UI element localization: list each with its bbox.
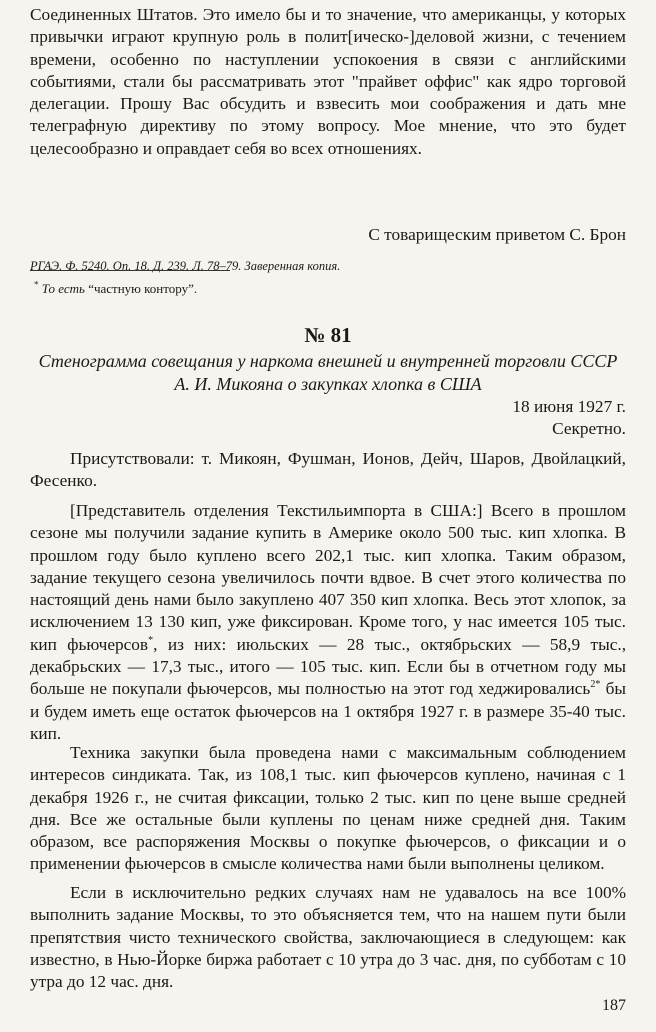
closing-paragraph — [30, 882, 626, 993]
technique-text: Техника закупки была проведена нами с максимальным соблюдением интересов синдиката. Так, из 108,1 тыс. кип фьючерсов куплено, начиная с 1 декабря 1926 г., не считая фиксации, только 2 тыс. кип по цене выше средней дня. Все же остальные были куплены по ценам ниже средней дня. Таким образом, все распоряжения Москвы о покупке фьючерсов, о фиксации и о применении фьючерсов в смысле количества нами были выполнены целиком. — [30, 743, 626, 874]
representative-text-part1: [Представитель отделения Текстильимпорта в США:] Всего в прошлом сезоне мы получили задание купить в Америке около 500 тыс. кип хлопка. В прошлом году было куплено всего 202,1 тыс. кип хлопка. Таким образом, задание текущего сезона увеличилось почти вдвое. В счет этого количества по настоящий день нами было закуплено 407 350 кип хлопка. Весь этот хлопок, за исключением 13 130 кип, уже фиксирован. Кроме того, у нас имеется 105 тыс. кип фьючерсов — [30, 501, 626, 654]
footnote-marker: * — [34, 279, 39, 290]
continuation-text: Соединенных Штатов. Это имело бы и то значение, что американцы, у которых привычки играют крупную роль в полит[ическо-]деловой жизни, с течением времени, особенно по наступлении успокоения в связи с английскими событиями, стали бы рассматривать этот "прайвет оффис" как ядро торговой делегации. Прошу Вас обсудить и взвесить мои соображения и дать мне телеграфную директиву по этому вопросу. Мое мнение, что это будет целесообразно и оправдает себя во всех отношениях. — [30, 5, 626, 158]
representative-text-part3: бы и будем иметь еще остаток фьючерсов на 1 октября 1927 г. в размере 35-40 тыс. кип. — [30, 679, 626, 743]
archive-source-note: РГАЭ. Ф. 5240. Оп. 18. Д. 239. Л. 78–79. Заверенная копия. — [30, 259, 341, 273]
continuation-paragraph — [30, 4, 626, 160]
representative-paragraph — [30, 500, 626, 745]
technique-paragraph — [30, 742, 626, 876]
representative-text — [30, 500, 626, 745]
footnote-text: “частную контору”. — [88, 281, 198, 296]
document-classification: Секретно. — [552, 419, 626, 438]
attendees-text: Присутствовали: т. Микоян, Фушман, Ионов, Дейч, Шаров, Двойлацкий, Фесенко. — [30, 449, 626, 491]
footnote-ref-2: 2* — [590, 679, 601, 691]
footnote — [34, 280, 197, 297]
footnote-divider — [30, 270, 230, 271]
document-number: № 81 — [304, 323, 352, 347]
signature: С товарищеским приветом С. Брон — [368, 225, 626, 244]
representative-text-part2: , из них: июльских — 28 тыс., октябрьских — 58,9 тыс., декабрьских — 17,3 тыс., итого — 105 тыс. кип. Если бы в отчетном году мы больше не покупали фьючерсов, мы полностью на этот год хеджировались — [30, 634, 627, 699]
document-date: 18 июня 1927 г. — [512, 397, 626, 416]
footnote-ref-1: * — [148, 635, 154, 647]
footnote-label: То есть — [41, 281, 85, 296]
closing-text: Если в исключительно редких случаях нам не удавалось на все 100% выполнить задание Москвы, то это объясняется тем, что на нашем пути были препятствия чисто технического свойства, заключающиеся в следующем: как известно, в Нью-Йорке биржа работает с 10 утра до 3 час. дня, по субботам с 10 утра до 12 час. дня. — [30, 883, 626, 992]
attendees-paragraph — [30, 448, 626, 493]
page-number: 187 — [602, 997, 626, 1014]
document-title: Стенограмма совещания у наркома внешней и внутренней торговли СССР А. И. Микояна о закупках хлопка в США — [38, 351, 618, 394]
